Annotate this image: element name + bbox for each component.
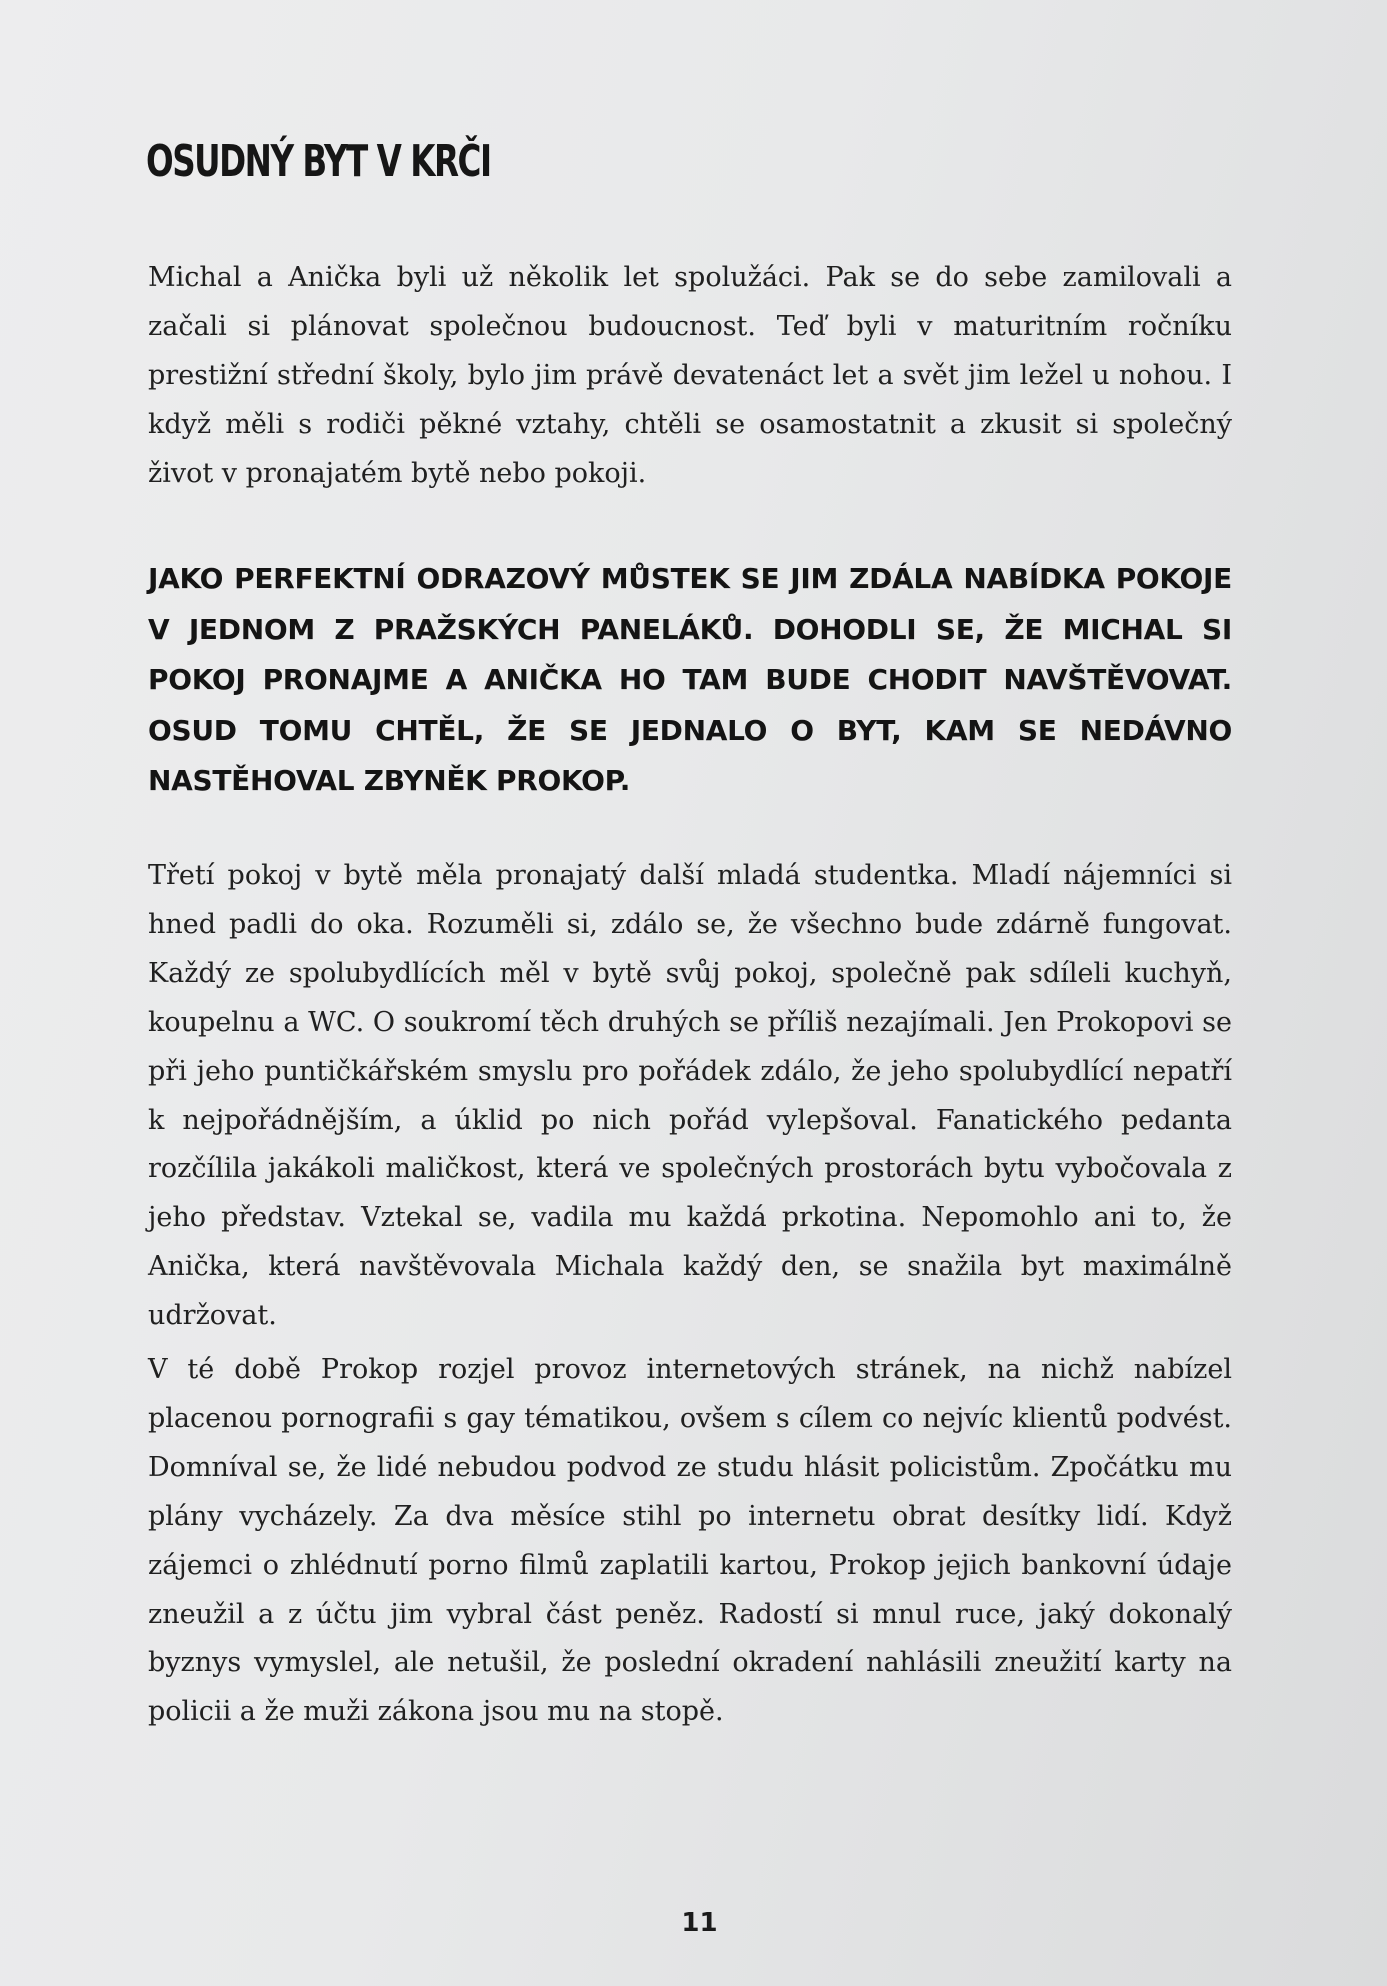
page-number: 11: [681, 1908, 718, 1938]
lead-paragraph: JAKO PERFEKTNÍ ODRAZOVÝ MŮSTEK SE JIM ZDÁLA NABÍDKA POKOJE V JEDNOM Z PRAŽSKÝCH PANELÁKŮ. DOHODLI SE, ŽE MICHAL SI POKOJ PRONAJME A ANIČKA HO TAM BUDE CHODIT NAVŠTĚVOVAT. OSUD TOMU CHTĚL, ŽE SE JEDNALO O BYT, KAM SE NEDÁVNO NASTĚHOVAL ZBYNĚK PROKOP.: [148, 562, 1232, 797]
chapter-title: OSUDNÝ BYT V KRČI: [146, 136, 491, 187]
body-paragraph-1: Michal a Anička byli už několik let spolužáci. Pak se do sebe zamilovali a začali si plánovat společnou budoucnost. Teď byli v maturitním ročníku prestižní střední školy, bylo jim právě devatenáct let a svět jim ležel u nohou. I když měli s rodiči pěkné vztahy, chtěli se osamostatnit a zkusit si společný život v pronajatém bytě nebo pokoji.: [148, 262, 1232, 489]
body-paragraph-3: V té době Prokop rozjel provoz internetových stránek, na nichž nabízel placenou pornografii s gay tématikou, ovšem s cílem co nejvíc klientů podvést. Domníval se, že lidé nebudou podvod ze studu hlásit policistům. Zpočátku mu plány vycházely. Za dva měsíce stihl po internetu obrat desítky lidí. Když zájemci o zhlédnutí porno filmů zaplatili kartou, Prokop jejich bankovní údaje zneužil a z účtu jim vybral část peněz. Radostí si mnul ruce, jaký dokonalý byznys vymyslel, ale netušil, že poslední okradení nahlásili zneužití karty na policii a že muži zákona jsou mu na stopě.: [148, 1354, 1232, 1728]
body-paragraph-2: Třetí pokoj v bytě měla pronajatý další mladá studentka. Mladí nájemníci si hned padli do oka. Rozuměli si, zdálo se, že všechno bude zdárně fungovat. Každý ze spolubydlících měl v bytě svůj pokoj, společně pak sdíleli kuchyň, koupelnu a WC. O soukromí těch druhých se příliš nezajímali. Jen Prokopovi se při jeho puntičkářském smyslu pro pořádek zdálo, že jeho spolubydlící nepatří k nejpořádnějším, a úklid po nich pořád vylepšoval. Fanatického pedanta rozčílila jakákoli maličkost, která ve společných prostorách bytu vybočovala z jeho představ. Vztekal se, vadila mu každá prkotina. Nepomohlo ani to, že Anička, která navštěvovala Michala každý den, se snažila byt maximálně udržovat.: [148, 860, 1232, 1332]
